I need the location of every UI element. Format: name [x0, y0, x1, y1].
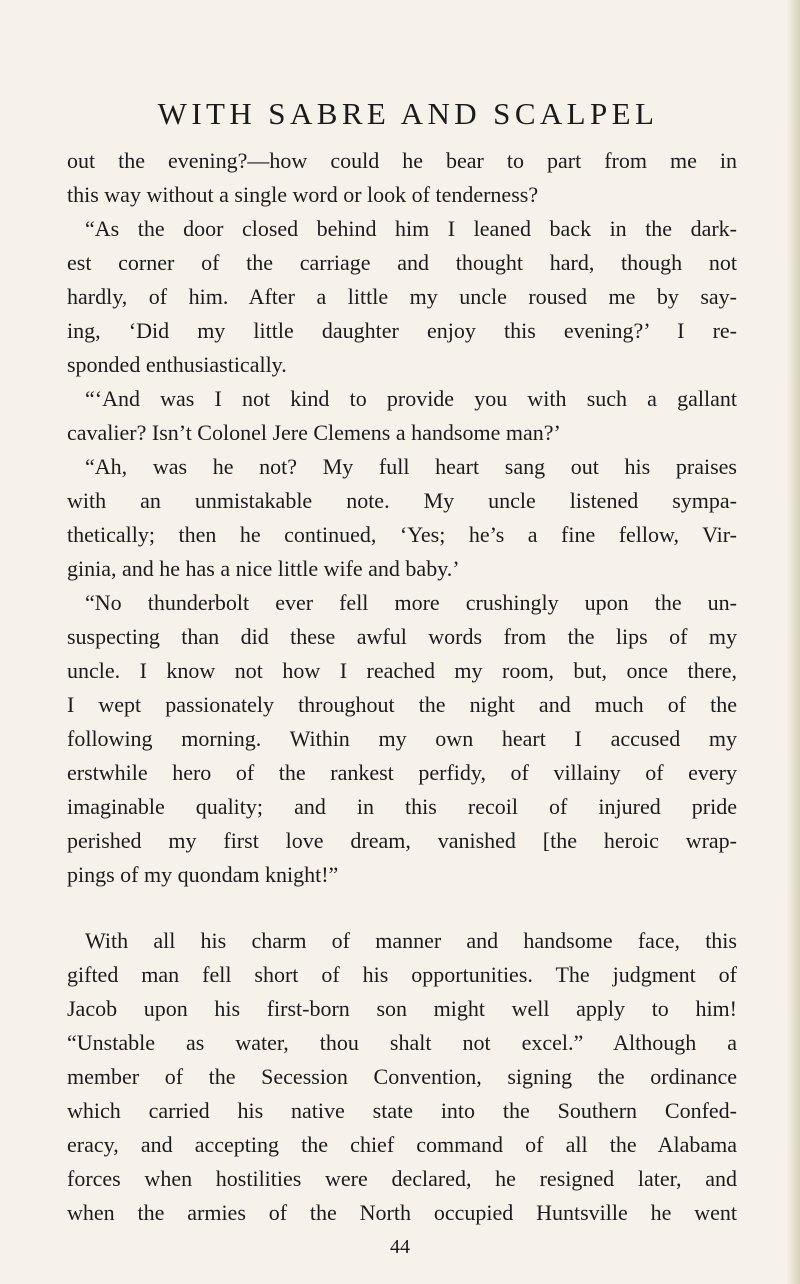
text-line: “As the door closed behind him I leaned back in the dark- — [85, 216, 737, 241]
text-line: sponded enthusiastically. — [67, 352, 287, 377]
paragraph-break — [67, 892, 737, 924]
text-line: “‘And was I not kind to provide you with such a gallant — [85, 386, 737, 411]
text-line: eracy, and accepting the chief command of all the Alabama — [67, 1132, 737, 1157]
text-line: “Ah, was he not? My full heart sang out his praises — [85, 454, 737, 479]
text-line: imaginable quality; and in this recoil of injured pride — [67, 794, 737, 819]
text-line: ginia, and he has a nice little wife and baby.’ — [67, 556, 460, 581]
page-edge — [786, 0, 800, 1284]
page-number: 44 — [390, 1236, 410, 1258]
text-line: with an unmistakable note. My uncle listened sympa- — [67, 488, 737, 513]
text-line: “Unstable as water, thou shalt not excel.” Although a — [67, 1030, 737, 1055]
text-line: suspecting than did these awful words from the lips of my — [67, 624, 737, 649]
text-line: “No thunderbolt ever fell more crushingly upon the un- — [85, 590, 737, 615]
text-line: which carried his native state into the Southern Confed- — [67, 1098, 737, 1123]
text-line: erstwhile hero of the rankest perfidy, of villainy of every — [67, 760, 737, 785]
text-line: hardly, of him. After a little my uncle roused me by say- — [67, 284, 737, 309]
text-line: perished my first love dream, vanished [the heroic wrap- — [67, 828, 737, 853]
running-head: WITH SABRE AND SCALPEL — [157, 96, 659, 131]
text-line: Jacob upon his first-born son might well apply to him! — [67, 996, 737, 1021]
text-line: when the armies of the North occupied Huntsville he went — [67, 1200, 737, 1225]
text-line: gifted man fell short of his opportunities. The judgment of — [67, 962, 737, 987]
text-line: thetically; then he continued, ‘Yes; he’s a fine fellow, Vir- — [67, 522, 737, 547]
text-line: uncle. I know not how I reached my room, but, once there, — [67, 658, 737, 683]
text-line: member of the Secession Convention, signing the ordinance — [67, 1064, 737, 1089]
text-line: this way without a single word or look of tenderness? — [67, 182, 539, 207]
body-text — [67, 144, 737, 1230]
text-line: out the evening?—how could he bear to part from me in — [67, 148, 737, 173]
text-line: est corner of the carriage and thought hard, though not — [67, 250, 737, 275]
text-line: following morning. Within my own heart I accused my — [67, 726, 737, 751]
text-line: cavalier? Isn’t Colonel Jere Clemens a handsome man?’ — [67, 420, 561, 445]
text-line: ing, ‘Did my little daughter enjoy this evening?’ I re- — [67, 318, 737, 343]
text-line: forces when hostilities were declared, he resigned later, and — [67, 1166, 737, 1191]
text-line: With all his charm of manner and handsome face, this — [85, 928, 737, 953]
text-line: I wept passionately throughout the night and much of the — [67, 692, 737, 717]
text-line: pings of my quondam knight!” — [67, 862, 339, 887]
